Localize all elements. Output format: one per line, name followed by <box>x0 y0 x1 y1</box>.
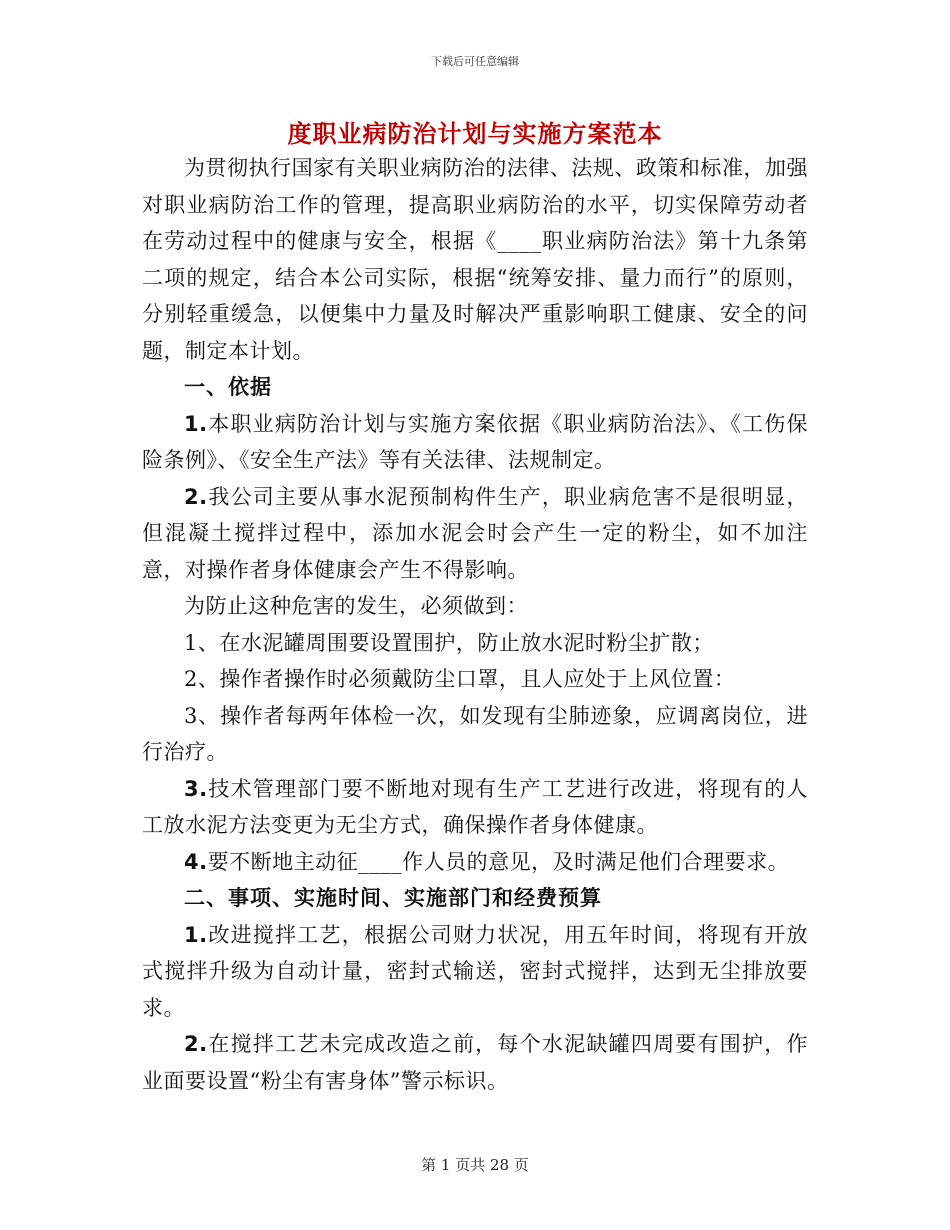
item-number: 1. <box>184 922 208 947</box>
items-entry-2 <box>142 1026 808 1099</box>
item-text: 本职业病防治计划与实施方案依据《职业病防治法》、《工伤保险条例》、《安全生产法》等有关法律、法规制定。 <box>142 411 808 472</box>
item-text: 改进搅拌工艺，根据公司财力状况，用五年时间，将现有开放式搅拌升级为自动计量，密封式输送，密封式搅拌，达到无尘排放要求。 <box>142 922 808 1020</box>
document-title: 度职业病防治计划与实施方案范本 <box>287 119 663 148</box>
measure-item-3: 3、操作者每两年体检一次，如发现有尘肺迹象，应调离岗位，进行治疗。 <box>142 703 808 764</box>
basis-item-2 <box>142 479 808 589</box>
section-heading-items: 二、事项、实施时间、实施部门和经费预算 <box>184 886 602 910</box>
item-number: 2. <box>184 1032 208 1056</box>
item-number: 3. <box>184 776 208 801</box>
page-footer-number: 第 1 页共 28 页 <box>421 1156 529 1174</box>
page-header-note: 下载后可任意编辑 <box>431 55 519 68</box>
items-entry-1 <box>142 917 808 1027</box>
basis-item-1 <box>142 406 808 479</box>
basis-item-3 <box>142 771 808 844</box>
basis-item-4 <box>142 844 808 881</box>
item-text: 我公司主要从事水泥预制构件生产，职业病危害不是很明显，但混凝土搅拌过程中，添加水泥会时会产生一定的粉尘，如不加注意，对操作者身体健康会产生不得影响。 <box>142 484 808 582</box>
document-body <box>142 150 808 1099</box>
intro-paragraph: 为贯彻执行国家有关职业病防治的法律、法规、政策和标准，加强对职业病防治工作的管理，提高职业病防治的水平，切实保障劳动者在劳动过程中的健康与安全，根据《____职业病防治法》第十九条第二项的规定，结合本公司实际，根据“统筹安排、量力而行”的原则，分别轻重缓急，以便集中力量及时解决严重影响职工健康、安全的问题，制定本计划。 <box>142 156 808 363</box>
item-number: 2. <box>184 484 208 509</box>
item-text: 要不断地主动征____作人员的意见，及时满足他们合理要求。 <box>207 849 790 874</box>
measures-lead: 为防止这种危害的发生，必须做到： <box>184 594 528 618</box>
item-text: 技术管理部门要不断地对现有生产工艺进行改进，将现有的人工放水泥方法变更为无尘方式，确保操作者身体健康。 <box>142 776 808 837</box>
item-number: 4. <box>184 849 208 874</box>
section-heading-basis: 一、依据 <box>184 375 272 399</box>
measure-item-2: 2、操作者操作时必须戴防尘口罩，且人应处于上风位置： <box>184 667 736 691</box>
item-text: 在搅拌工艺未完成改造之前，每个水泥缺罐四周要有围护，作业面要设置“粉尘有害身体”警示标识。 <box>142 1032 808 1093</box>
measure-item-1: 1、在水泥罐周围要设置围护，防止放水泥时粉尘扩散； <box>184 630 714 655</box>
item-number: 1. <box>184 411 208 436</box>
